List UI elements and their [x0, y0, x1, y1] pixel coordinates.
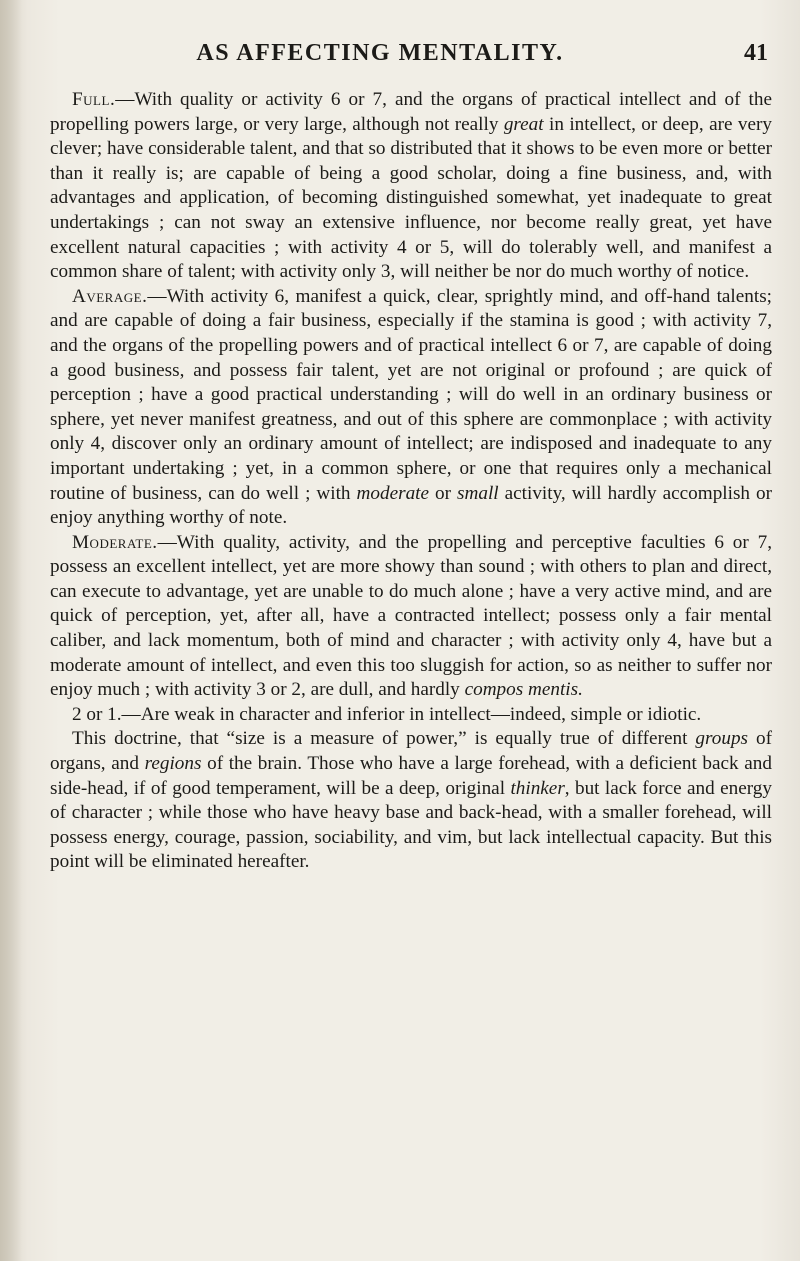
- text-run: —With quality or activity 6 or 7, and the organs of practical intellect and of the propelling powers large, or very large, although not really: [50, 89, 772, 135]
- text-run: —With activity 6, manifest a quick, clear, sprightly mind, and off-hand talents; and are capable of doing a fair business, especially if the stamina is good ; with activity 7, and the organs of the propelling powers and of practical intellect 6 or 7, are capable of doing a good business, and possess fair talent, yet are not original or profound ; are quick of perception ; have a good practical understanding ; will do well in an ordinary business or sphere, yet never manifest greatness, and out of this sphere are commonplace ; with activity only 4, discover only an ordinary amount of intellect; are indisposed and inadequate to any important undertaking ; yet, in a common sphere, or one that requires only a mechanical routine of business, can do well ; with: [50, 285, 772, 504]
- paragraph-lead: Full.: [72, 89, 116, 110]
- running-head: [0, 40, 800, 80]
- running-title: AS AFFECTING MENTALITY.: [196, 40, 564, 66]
- text-run: , but lack force and energy of character ; while those who have heavy base and back-head, with a smaller forehead, will possess energy, courage, passion, sociability, and vim, but lack intellectual capacity. But this point will be eliminated hereafter.: [50, 777, 772, 873]
- body-text: [50, 88, 772, 875]
- text-run: of the brain. Those who have a large forehead, with a deficient back and side-head, if of good temperament, will be a deep, original: [50, 753, 772, 799]
- text-run: This doctrine, that “size is a measure of power,” is equally true of different: [72, 728, 696, 750]
- paragraph-lead: Moderate.: [72, 531, 158, 553]
- binding-shadow: [0, 0, 22, 1261]
- paragraph: [50, 531, 772, 703]
- page-number: 41: [744, 40, 768, 66]
- italic-text: moderate: [356, 482, 430, 504]
- text-run: 2 or 1.—Are weak in character and inferior in intellect—indeed, simple or idiotic.: [72, 703, 702, 725]
- paragraph: [50, 703, 772, 728]
- text-run: or: [429, 482, 458, 504]
- paragraph: [50, 285, 772, 531]
- text-run: activity, will hardly accomplish or enjoy anything worthy of note.: [50, 482, 773, 529]
- italic-text: regions: [144, 753, 202, 775]
- italic-text: great: [503, 113, 544, 135]
- italic-text: thinker: [510, 777, 565, 799]
- text-run: of organs, and: [50, 728, 772, 775]
- text-run: —With quality, activity, and the propelling and perceptive faculties 6 or 7, possess an excellent intellect, yet are more showy than sound ; with others to plan and direct, can execute to advantage, yet are unable to do much alone ; have a very active mind, and are quick of perception, yet, after all, have a contracted intellect; possess only a fair mental caliber, and lack momentum, both of mind and character ; with activity only 4, have but a moderate amount of intellect, and even this too sluggish for action, so as neither to suffer nor enjoy much ; with activity 3 or 2, are dull, and hardly: [50, 531, 772, 701]
- italic-text: small: [457, 482, 499, 504]
- paragraph: [50, 88, 772, 285]
- paragraph-lead: Average.: [72, 285, 148, 307]
- text-run: in intellect, or deep, are very clever; have considerable talent, and that so distributed that it shows to be even more or better than it really is; are capable of being a good scholar, doing a fine business, and, with advantages and application, of becoming distinguished somewhat, yet inadequate to great undertakings ; can not sway an extensive influence, nor become really great, yet have excellent natural capacities ; with activity 4 or 5, will do tolerably well, and manifest a common share of talent; with activity only 3, will neither be nor do much worthy of notice.: [50, 113, 772, 283]
- italic-text: compos mentis.: [464, 679, 583, 701]
- paragraph: [50, 727, 772, 875]
- italic-text: groups: [695, 728, 749, 750]
